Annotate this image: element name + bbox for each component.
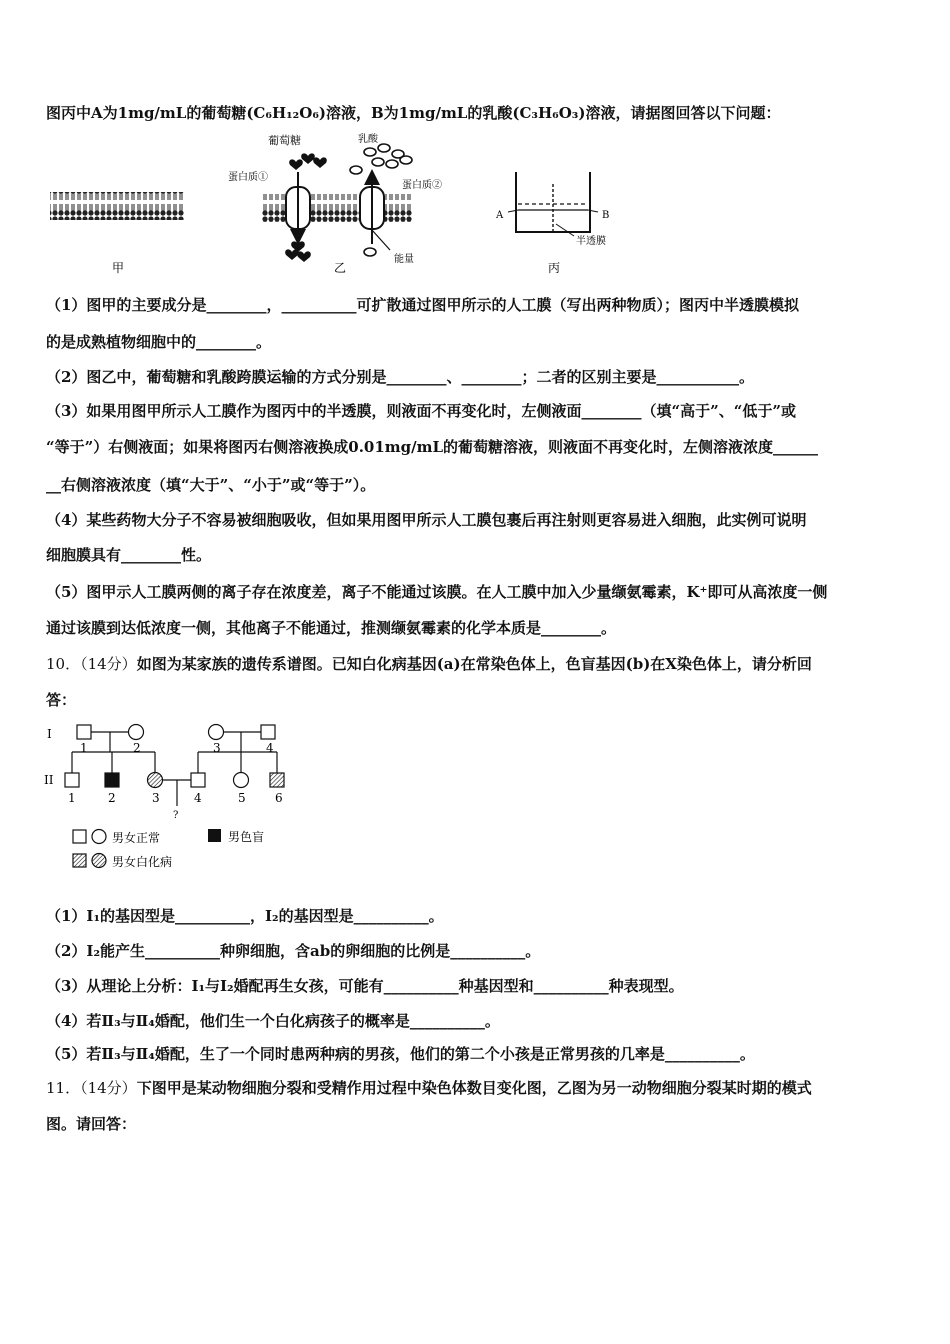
q10-item-3: （3）从理论上分析：Ⅰ₁与Ⅰ₂婚配再生女孩，可能有__________种基因型和__________种表现型。 [46, 977, 684, 995]
gen-II-label: II [44, 773, 54, 787]
q10-item-1: （1）Ⅰ₁的基因型是__________，Ⅰ₂的基因型是__________。 [46, 907, 444, 925]
q11-stem-2: 图。请回答： [46, 1115, 137, 1133]
II-3-number: 3 [152, 791, 160, 805]
I-1-number: 1 [80, 741, 88, 755]
legend-normal-female [92, 830, 106, 844]
II-2-number: 2 [108, 791, 116, 805]
I-3-female [209, 725, 224, 740]
q10-stem [46, 654, 906, 674]
q9-line-6: __右侧溶液浓度（填“大于”、“小于”或“等于”）。 [46, 476, 376, 494]
legend-albino-label: 男女白化病 [112, 855, 173, 869]
II-5-female [234, 773, 249, 788]
legend-colorblind-male [208, 829, 221, 842]
II-3-albino-female [148, 773, 163, 788]
q9-line-5: “等于”）右侧液面；如果将图丙右侧溶液换成0.01mg/mL的葡萄糖溶液，则液面不再变化时，左侧溶液浓度______ [46, 438, 819, 456]
I-1-male [77, 725, 91, 739]
q9-line-7: （4）某些药物大分子不容易被细胞吸收，但如果用图甲所示人工膜包裹后再注射则更容易进入细胞，此实例可说明 [46, 511, 807, 529]
I-4-male [261, 725, 275, 739]
q11-stem-text: 下图甲是某动物细胞分裂和受精作用过程中染色体数目变化图，乙图为另一动物细胞分裂某时期的模式 [136, 1079, 812, 1097]
caption-yi: 乙 [334, 261, 347, 275]
figure-bing [495, 172, 609, 275]
legend-normal-male [73, 830, 86, 843]
legend-normal-label: 男女正常 [112, 831, 161, 845]
label-glucose: 葡萄糖 [268, 134, 301, 147]
legend-albino-female [92, 854, 106, 868]
q11-stem [46, 1078, 906, 1098]
intro-text: 图丙中A为1mg/mL的葡萄糖(C₆H₁₂O₆)溶液，B为1mg/mL的乳酸(C₃H₆O₃)溶液，请据图回答以下问题： [46, 104, 781, 122]
II-5-number: 5 [238, 791, 246, 805]
q9-line-10: 通过该膜到达低浓度一侧，其他离子不能通过，推测缬氨霉素的化学本质是________。 [46, 619, 617, 637]
I-2-female [129, 725, 144, 740]
II-4-number: 4 [194, 791, 202, 805]
figure-jia [50, 192, 184, 275]
q10-stem-text: 如图为某家族的遗传系谱图。已知白化病基因(a)在常染色体上，色盲基因(b)在X染色体上，请分析回 [136, 655, 812, 673]
q10-number: 10．（14分） [46, 655, 137, 673]
q10-item-4: （4）若Ⅱ₃与Ⅱ₄婚配，他们生一个白化病孩子的概率是__________。 [46, 1012, 500, 1030]
II-1-male [65, 773, 79, 787]
II-4-male [191, 773, 205, 787]
legend-albino-male [73, 854, 86, 867]
II-1-number: 1 [68, 791, 76, 805]
legend-colorblind-label: 男色盲 [228, 830, 265, 844]
offspring-question: ? [173, 810, 179, 821]
I-4-number: 4 [266, 741, 274, 755]
label-lactic: 乳酸 [358, 134, 378, 145]
membrane-figure [40, 132, 660, 282]
label-protein2: 蛋白质② [402, 180, 442, 191]
label-energy: 能量 [394, 254, 414, 265]
q9-line-1: （1）图甲的主要成分是________，__________可扩散通过图甲所示的人工膜（写出两种物质）；图丙中半透膜模拟 [46, 296, 799, 314]
q9-line-8: 细胞膜具有________性。 [46, 546, 212, 564]
q10-stem-2: 答： [46, 691, 77, 709]
q11-number: 11．（14分） [46, 1079, 137, 1097]
q9-line-9: （5）图甲示人工膜两侧的离子存在浓度差，离子不能通过该膜。在人工膜中加入少量缬氨霉素，K⁺即可从高浓度一侧 [46, 583, 828, 601]
q10-item-5: （5）若Ⅱ₃与Ⅱ₄婚配，生了一个同时患两种病的男孩，他们的第二个小孩是正常男孩的几率是__________。 [46, 1045, 755, 1063]
q9-line-2: 的是成熟植物细胞中的________。 [46, 333, 272, 351]
I-2-number: 2 [133, 741, 141, 755]
label-protein1: 蛋白质① [228, 172, 268, 183]
q10-item-2: （2）Ⅰ₂能产生__________种卵细胞，含ab的卵细胞的比例是__________。 [46, 942, 541, 960]
label-membrane: 半透膜 [576, 236, 606, 247]
pedigree-chart [40, 718, 300, 878]
I-3-number: 3 [213, 741, 221, 755]
label-B: B [602, 210, 610, 221]
caption-bing: 丙 [548, 261, 561, 275]
caption-jia: 甲 [112, 261, 125, 275]
gen-I-label: I [47, 727, 52, 741]
label-A: A [496, 210, 504, 221]
q9-line-4: （3）如果用图甲所示人工膜作为图丙中的半透膜，则液面不再变化时，左侧液面________（填“高于”、“低于”或 [46, 402, 796, 420]
II-6-number: 6 [275, 791, 283, 805]
II-2-colorblind-male [105, 773, 119, 787]
q9-line-3: （2）图乙中，葡萄糖和乳酸跨膜运输的方式分别是________、________；二者的区别主要是___________。 [46, 368, 754, 386]
figure-yi [228, 132, 442, 275]
II-6-albino-male [270, 773, 284, 787]
